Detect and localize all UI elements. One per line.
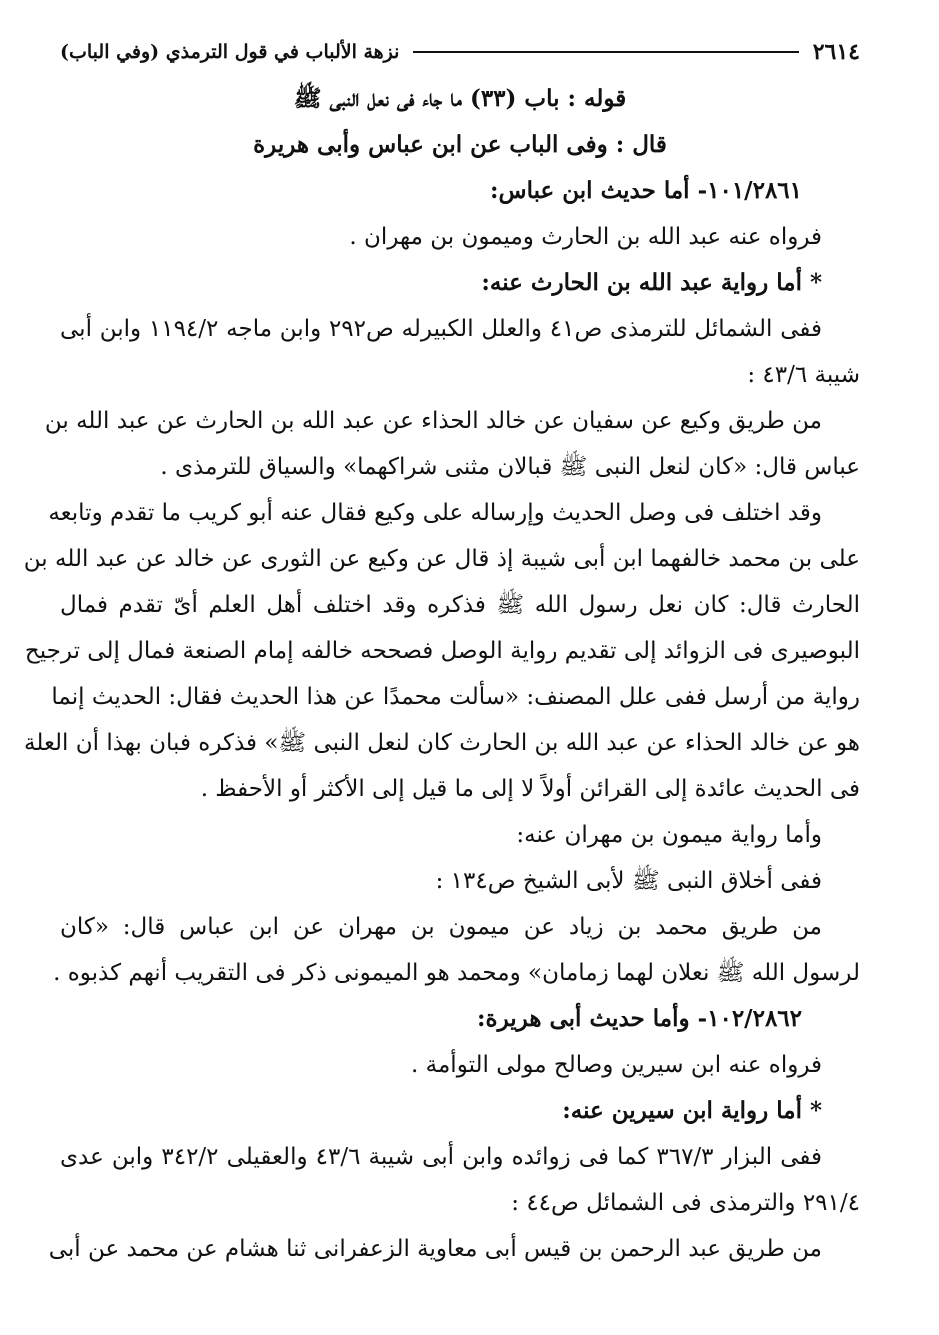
page-body [23,76,860,1272]
text-line: ففى البزار ٣٦٧/٣ كما فى زوائده وابن أبى شيبة ٤٣/٦ والعقيلى ٣٤٢/٢ وابن عدى [60,1144,823,1170]
text-line: وقد اختلف فى وصل الحديث وإرساله على وكيع فقال عنه أبو كريب ما تقدم وتابعه [48,500,822,526]
text-line: وأما رواية ميمون بن مهران عنه: [516,822,822,848]
text-line: ٢٩١/٤ والترمذى فى الشمائل ص٤٤ : [511,1190,860,1216]
text-line: ففى أخلاق النبى ﷺ لأبى الشيخ ص١٣٤ : [435,868,822,894]
text-line: شيبة ٤٣/٦ : [747,362,860,388]
section-heading: * أما رواية عبد الله بن الحارث عنه: [481,269,822,296]
page-number: ٢٦١٤ [812,39,860,65]
text-line: هو عن خالد الحذاء عن عبد الله بن الحارث كان لنعل النبى ﷺ» فذكره فبان بهذا أن العلة [24,730,860,756]
text-line: الحارث قال: كان نعل رسول الله ﷺ فذكره وقد اختلف أهل العلم أىّ تقدم فمال [60,592,860,618]
page-header [60,30,860,74]
text-line: رواية من أرسل ففى علل المصنف: «سألت محمدًا عن هذا الحديث فقال: الحديث إنما [51,684,860,710]
text-line: فرواه عنه ابن سيرين وصالح مولى التوأمة . [411,1052,822,1078]
header-rule [413,51,798,53]
text-line: من طريق عبد الرحمن بن قيس أبى معاوية الزعفرانى ثنا هشام عن محمد عن أبى [48,1236,822,1262]
text-line: ففى الشمائل للترمذى ص٤١ والعلل الكبيرله ص٢٩٢ وابن ماجه ١١٩٤/٢ وابن أبى [60,316,823,342]
text-line: البوصيرى فى الزوائد إلى تقديم رواية الوصل فصححه خالفه إمام الصنعة فمال إلى ترجيح [24,638,860,664]
text-line: فرواه عنه عبد الله بن الحارث وميمون بن مهران . [349,224,822,250]
chapter-heading: قوله : باب (٣٣) ما جاء فى نعل النبى ﷺ [293,85,627,112]
text-line: عباس قال: «كان لنعل النبى ﷺ قبالان مثنى شراكهما» والسياق للترمذى . [160,454,860,480]
hadith-heading: ١٠٢/٢٨٦٢- وأما حديث أبى هريرة: [477,1005,802,1032]
text-line: من طريق وكيع عن سفيان عن خالد الحذاء عن عبد الله بن الحارث عن عبد الله بن [44,408,822,434]
hadith-heading: ١٠١/٢٨٦١- أما حديث ابن عباس: [490,177,802,204]
text-line: فى الحديث عائدة إلى القرائن أولاً لا إلى ما قيل إلى الأكثر أو الأحفظ . [200,776,860,802]
text-line: لرسول الله ﷺ نعلان لهما زمامان» ومحمد هو الميمونى ذكر فى التقريب أنهم كذبوه . [53,960,860,986]
chapter-subheading: قال : وفى الباب عن ابن عباس وأبى هريرة [253,131,667,158]
text-line: من طريق محمد بن زياد عن ميمون بن مهران عن ابن عباس قال: «كان [60,914,822,940]
section-heading: * أما رواية ابن سيرين عنه: [562,1097,822,1124]
book-page [23,30,860,1272]
running-title: نزهة الألباب في قول الترمذي (وفي الباب) [60,41,400,63]
text-line: على بن محمد خالفهما ابن أبى شيبة إذ قال عن وكيع عن الثورى عن خالد عن عبد الله بن [23,546,860,572]
